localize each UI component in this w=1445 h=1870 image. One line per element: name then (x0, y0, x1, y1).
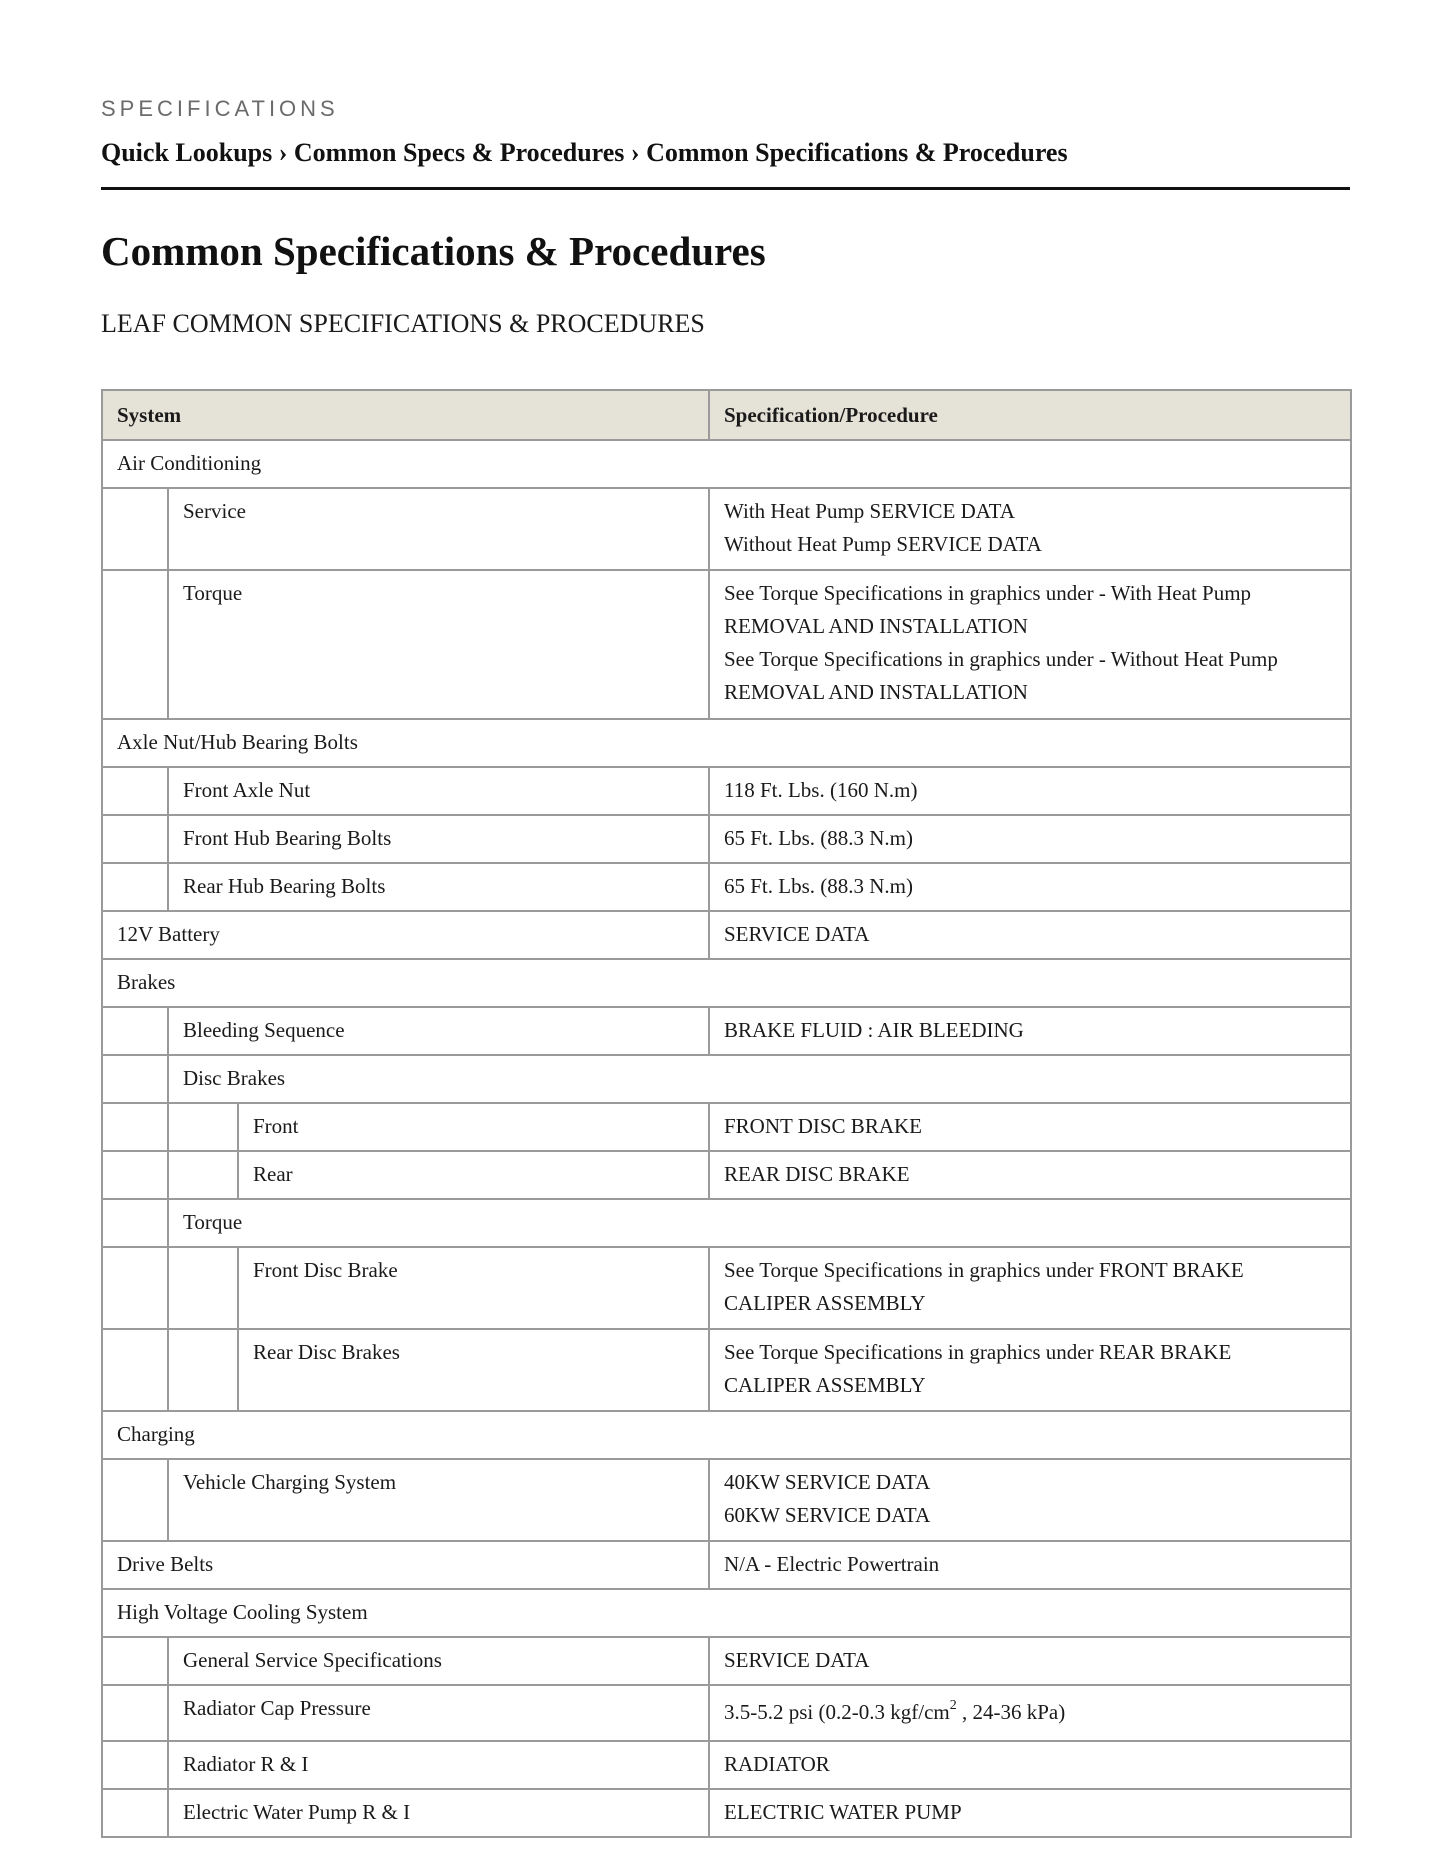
system-cell: Front (238, 1103, 709, 1151)
table-row (102, 440, 1351, 488)
header-divider (101, 187, 1350, 190)
spec-line: See Torque Specifications in graphics under REAR BRAKE (724, 1340, 1232, 1364)
subgroup-label: Disc Brakes (168, 1055, 1351, 1103)
table-row (102, 863, 1351, 911)
spec-cell: SERVICE DATA (709, 1637, 1351, 1685)
group-label: Axle Nut/Hub Bearing Bolts (102, 719, 1351, 767)
table-row (102, 1199, 1351, 1247)
table-row (102, 959, 1351, 1007)
indent-cell (102, 488, 168, 570)
spec-cell: ELECTRIC WATER PUMP (709, 1789, 1351, 1837)
superscript: 2 (949, 1698, 957, 1713)
system-cell: Rear Hub Bearing Bolts (168, 863, 709, 911)
column-header-system: System (102, 390, 709, 440)
table-row (102, 1007, 1351, 1055)
group-label: Brakes (102, 959, 1351, 1007)
indent-cell (102, 570, 168, 719)
table-row (102, 1247, 1351, 1329)
spec-cell: REAR DISC BRAKE (709, 1151, 1351, 1199)
spec-line: See Torque Specifications in graphics under FRONT BRAKE (724, 1258, 1244, 1282)
system-cell: Electric Water Pump R & I (168, 1789, 709, 1837)
system-cell: Torque (168, 570, 709, 719)
indent-cell (168, 1151, 238, 1199)
system-cell: Drive Belts (102, 1541, 709, 1589)
spec-cell: 65 Ft. Lbs. (88.3 N.m) (709, 863, 1351, 911)
table-row (102, 1741, 1351, 1789)
group-label: Charging (102, 1411, 1351, 1459)
table-row (102, 1541, 1351, 1589)
table-row (102, 1685, 1351, 1741)
table-row (102, 1329, 1351, 1411)
indent-cell (168, 1103, 238, 1151)
spec-cell: N/A - Electric Powertrain (709, 1541, 1351, 1589)
indent-cell (102, 1055, 168, 1103)
system-cell: Radiator R & I (168, 1741, 709, 1789)
spec-line: REMOVAL AND INSTALLATION (724, 680, 1028, 704)
spec-cell: RADIATOR (709, 1741, 1351, 1789)
table-row (102, 1637, 1351, 1685)
indent-cell (102, 1637, 168, 1685)
system-cell: Radiator Cap Pressure (168, 1685, 709, 1741)
page-title: Common Specifications & Procedures (101, 228, 766, 274)
table-row (102, 1789, 1351, 1837)
spec-cell: FRONT DISC BRAKE (709, 1103, 1351, 1151)
spec-line: CALIPER ASSEMBLY (724, 1373, 926, 1397)
spec-cell: 65 Ft. Lbs. (88.3 N.m) (709, 815, 1351, 863)
column-header-spec: Specification/Procedure (709, 390, 1351, 440)
table-row (102, 1411, 1351, 1459)
spec-line: CALIPER ASSEMBLY (724, 1291, 926, 1315)
system-cell: General Service Specifications (168, 1637, 709, 1685)
system-cell: 12V Battery (102, 911, 709, 959)
system-cell: Front Hub Bearing Bolts (168, 815, 709, 863)
system-cell: Bleeding Sequence (168, 1007, 709, 1055)
indent-cell (168, 1247, 238, 1329)
system-cell: Rear Disc Brakes (238, 1329, 709, 1411)
indent-cell (102, 1151, 168, 1199)
system-cell: Rear (238, 1151, 709, 1199)
indent-cell (102, 1685, 168, 1741)
table-row (102, 488, 1351, 570)
indent-cell (102, 1329, 168, 1411)
spec-line: See Torque Specifications in graphics under - With Heat Pump (724, 581, 1252, 605)
system-cell: Front Axle Nut (168, 767, 709, 815)
spec-cell (709, 1459, 1351, 1541)
indent-cell (102, 1199, 168, 1247)
table-row (102, 767, 1351, 815)
subgroup-label: Torque (168, 1199, 1351, 1247)
indent-cell (102, 767, 168, 815)
table-row (102, 1055, 1351, 1103)
group-label: High Voltage Cooling System (102, 1589, 1351, 1637)
spec-line: 60KW SERVICE DATA (724, 1503, 931, 1527)
indent-cell (102, 1007, 168, 1055)
system-cell: Vehicle Charging System (168, 1459, 709, 1541)
spec-line: REMOVAL AND INSTALLATION (724, 614, 1028, 638)
table-row (102, 815, 1351, 863)
table-row (102, 570, 1351, 719)
indent-cell (102, 1247, 168, 1329)
table-row (102, 719, 1351, 767)
table-header-row (102, 390, 1351, 440)
system-cell: Front Disc Brake (238, 1247, 709, 1329)
section-kicker: SPECIFICATIONS (101, 96, 339, 121)
spec-line: Without Heat Pump SERVICE DATA (724, 532, 1042, 556)
table-row (102, 911, 1351, 959)
specifications-table (101, 389, 1352, 1838)
table-row (102, 1459, 1351, 1541)
spec-cell (709, 1247, 1351, 1329)
group-label: Air Conditioning (102, 440, 1351, 488)
table-row (102, 1151, 1351, 1199)
spec-line: 40KW SERVICE DATA (724, 1470, 931, 1494)
spec-line: See Torque Specifications in graphics under - Without Heat Pump (724, 647, 1278, 671)
spec-text: 3.5-5.2 psi (0.2-0.3 kgf/cm (724, 1700, 950, 1724)
spec-cell (709, 1329, 1351, 1411)
indent-cell (102, 863, 168, 911)
indent-cell (168, 1329, 238, 1411)
table-row (102, 1103, 1351, 1151)
spec-cell: BRAKE FLUID : AIR BLEEDING (709, 1007, 1351, 1055)
spec-cell: SERVICE DATA (709, 911, 1351, 959)
spec-cell (709, 570, 1351, 719)
table-row (102, 1589, 1351, 1637)
system-cell: Service (168, 488, 709, 570)
spec-cell (709, 1685, 1351, 1741)
indent-cell (102, 1741, 168, 1789)
breadcrumb: Quick Lookups › Common Specs & Procedures › Common Specifications & Procedures (101, 138, 1068, 167)
spec-cell (709, 488, 1351, 570)
indent-cell (102, 1789, 168, 1837)
spec-cell: 118 Ft. Lbs. (160 N.m) (709, 767, 1351, 815)
indent-cell (102, 1103, 168, 1151)
spec-line: With Heat Pump SERVICE DATA (724, 499, 1015, 523)
spec-text: , 24-36 kPa) (956, 1700, 1066, 1724)
page-subtitle: LEAF COMMON SPECIFICATIONS & PROCEDURES (101, 309, 705, 338)
indent-cell (102, 1459, 168, 1541)
indent-cell (102, 815, 168, 863)
